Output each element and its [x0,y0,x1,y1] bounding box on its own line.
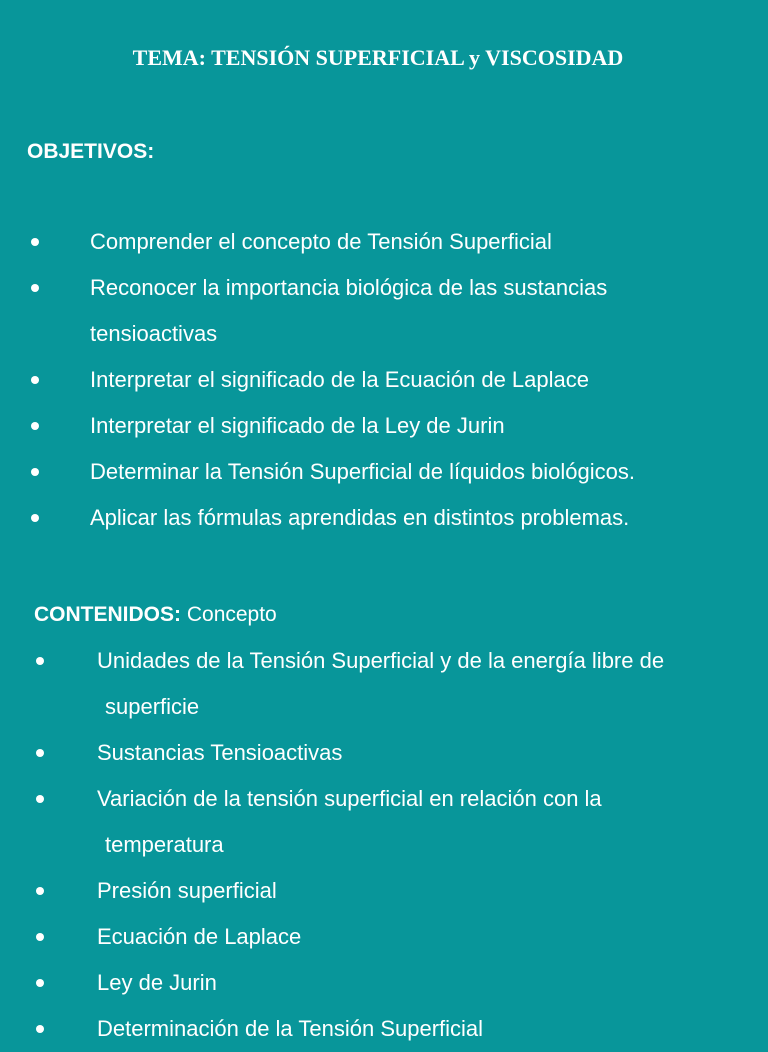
objetivos-heading-label: OBJETIVOS: [27,140,155,163]
list-item-continuation [97,822,664,868]
list-item [97,730,664,776]
list-item-text: tensioactivas [90,321,218,346]
list-item-text: Interpretar el significado de la Ecuación de Laplace [90,367,589,392]
bullet-icon [36,933,44,941]
bullet-icon [31,376,39,384]
page-title: TEMA: TENSIÓN SUPERFICIAL y VISCOSIDAD [132,45,624,70]
list-item-text: Unidades de la Tensión Superficial y de la energía libre de [97,648,665,673]
bullet-icon [36,979,44,987]
list-item [97,960,664,1006]
list-item [90,495,635,541]
list-item-continuation [97,684,664,730]
list-item [97,1006,664,1052]
list-item-text: Determinar la Tensión Superficial de líquidos biológicos. [90,459,636,484]
list-item-text: Ley de Jurin [97,970,217,995]
list-item-text: Interpretar el significado de la Ley de Jurin [90,413,505,438]
list-item-text: Ecuación de Laplace [97,924,302,949]
list-item-text: temperatura [105,832,224,857]
bullet-icon [36,749,44,757]
list-item [90,219,635,265]
contenidos-heading-label: CONTENIDOS: [34,603,181,626]
bullet-icon [36,887,44,895]
list-item-text: Reconocer la importancia biológica de las sustancias [90,275,608,300]
bullet-icon [31,238,39,246]
list-item [97,638,664,684]
bullet-icon [31,514,39,522]
list-item [97,776,664,822]
list-item [90,403,635,449]
contenidos-heading-suffix: Concepto [186,603,277,626]
objetivos-heading [27,138,154,166]
contenidos-list [97,638,664,1052]
list-item-text: Comprender el concepto de Tensión Superficial [90,229,552,254]
bullet-icon [31,422,39,430]
bullet-icon [31,284,39,292]
bullet-icon [31,468,39,476]
list-item [97,914,664,960]
list-item-text: Variación de la tensión superficial en relación con la [97,786,602,811]
list-item-text: superficie [105,694,200,719]
list-item [97,868,664,914]
list-item-text: Presión superficial [97,878,277,903]
contenidos-heading [34,601,277,629]
bullet-icon [36,657,44,665]
list-item [90,265,635,311]
list-item-text: Determinación de la Tensión Superficial [97,1016,484,1041]
list-item [90,449,635,495]
objetivos-list [90,219,635,541]
list-item-text: Sustancias Tensioactivas [97,740,343,765]
bullet-icon [36,1025,44,1033]
list-item-text: Aplicar las fórmulas aprendidas en distintos problemas. [90,505,630,530]
list-item [90,357,635,403]
list-item-continuation [90,311,635,357]
bullet-icon [36,795,44,803]
